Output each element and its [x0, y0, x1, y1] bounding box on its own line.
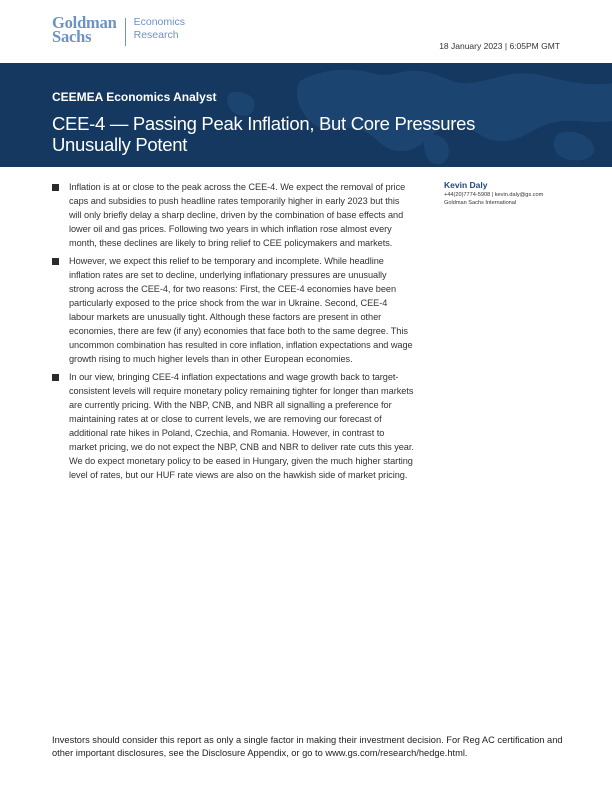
logo-brand-line2: Sachs — [52, 27, 92, 46]
title-banner — [0, 63, 612, 167]
logo-divider — [125, 18, 126, 46]
list-item — [52, 180, 414, 250]
report-title: CEE-4 — Passing Peak Inflation, But Core Pressures Unusually Potent — [52, 113, 476, 155]
disclosure-footer: Investors should consider this report as only a single factor in making their investment decision. For Reg AC certification and other important disclosures, see the Disclosure Appendix, or go to www.gs.com/research/hedge.html. — [52, 735, 563, 758]
square-bullet-icon — [52, 258, 59, 265]
author-contact[interactable]: +44(20)7774-5908 | kevin.daly@gs.com — [444, 192, 544, 198]
logo-brand-line1: Goldman — [52, 13, 117, 32]
author-firm: Goldman Sachs International — [444, 200, 517, 206]
publication-date: 18 January 2023 | 6:05PM GMT — [439, 41, 560, 51]
bullet-text: Inflation is at or close to the peak across the CEE-4. We expect the removal of price caps and subsidies to push headline rates temporarily higher in early 2023 but this will only briefly delay a sharp decline, driven by the combination of base effects and lower oil and gas prices. Following two years in which inflation rose almost every month, these declines are likely to bring relief to CEE policymakers and markets. — [69, 182, 406, 248]
bullet-text: In our view, bringing CEE-4 inflation expectations and wage growth back to target-consistent levels will require monetary policy remaining tighter for longer than markets are currently pricing. With the NBP, CNB, and NBR all signalling a preference for maintaining rates at or close to current levels, we are removing our forecast of additional rate hikes in Poland, Czechia, and Romania. However, in contrast to market pricing, we do not expect the NBP, CNB and NBR to deliver rate cuts this year. We do expect monetary policy to be eased in Hungary, given the much higher starting level of rates, but our HUF rate views are also on the hawkish side of market pricing. — [69, 372, 414, 480]
bullet-text: However, we expect this relief to be temporary and incomplete. While headline inflation rates are set to decline, underlying inflationary pressures are unusually strong across the CEE-4, for two reasons: First, the CEE-4 economies have been particularly exposed to the price shock from the war in Ukraine. Second, CEE-4 labour markets are unusually tight. Although these factors are present in other economies, there are few (if any) economies that face both to the same degree. This uncommon combination has resulted in core inflation, inflation expectations and wage growth rising to much higher levels than in other European economies. — [69, 256, 413, 364]
goldman-sachs-logo — [52, 13, 185, 46]
key-points-list — [52, 180, 414, 486]
list-item — [52, 254, 414, 366]
list-item — [52, 370, 414, 482]
series-title: CEEMEA Economics Analyst — [52, 90, 217, 104]
logo-unit-line1: Economics — [133, 16, 185, 28]
author-name: Kevin Daly — [444, 180, 488, 190]
logo-unit — [134, 16, 185, 41]
square-bullet-icon — [52, 184, 59, 191]
logo-unit-line2: Research — [133, 28, 179, 41]
logo-brand — [52, 13, 117, 46]
square-bullet-icon — [52, 374, 59, 381]
author-block — [444, 180, 574, 207]
